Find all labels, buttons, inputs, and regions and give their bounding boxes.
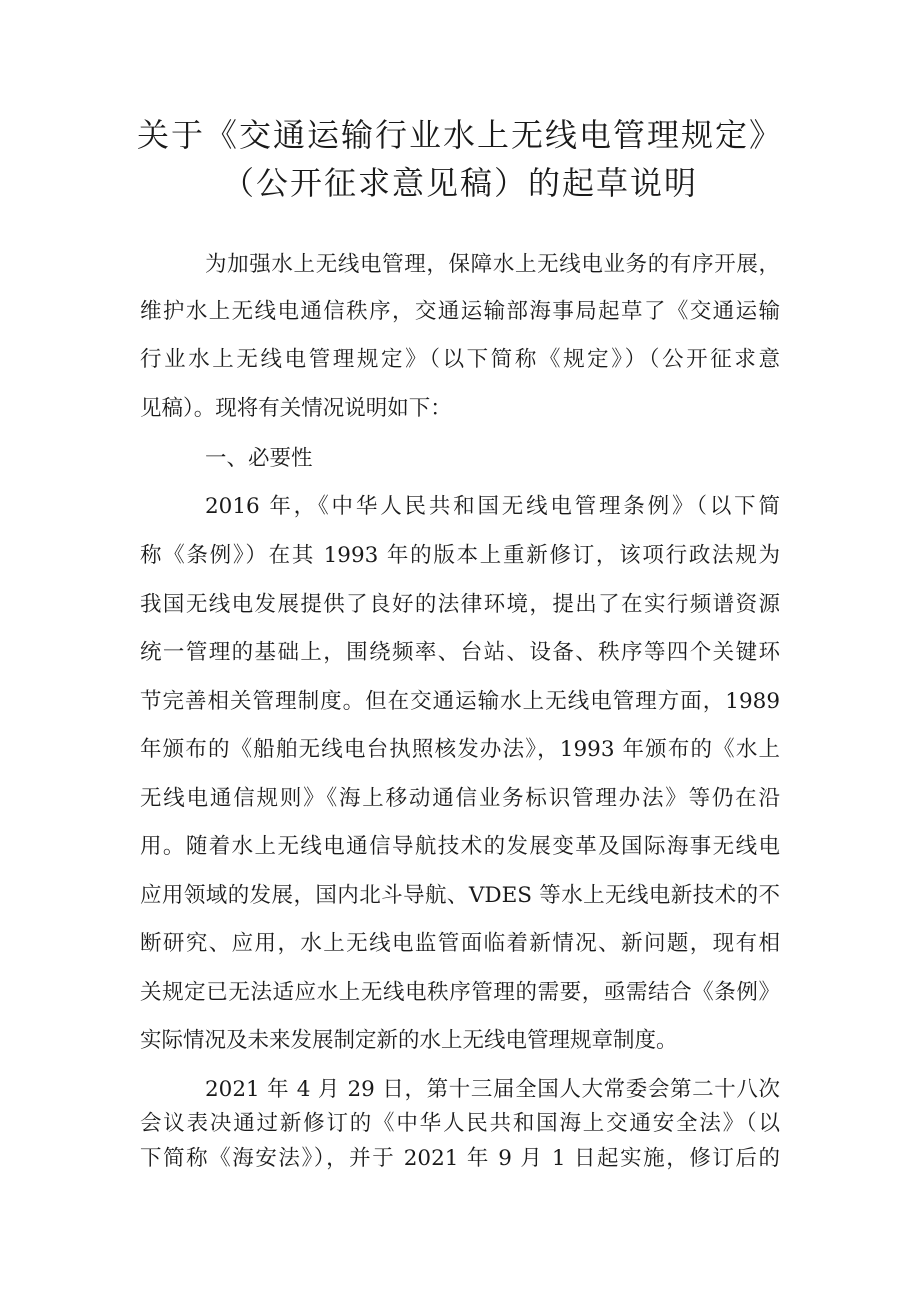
paragraph-line: 年颁布的《船舶无线电台执照核发办法》，1993 年颁布的《水上 — [140, 737, 780, 762]
document-title-line-2: （公开征求意见稿）的起草说明 — [221, 164, 698, 202]
paragraph-line: 关规定已无法适应水上无线电秩序管理的需要，亟需结合《条例》 — [140, 980, 780, 1005]
paragraph-line: 应用领域的发展，国内北斗导航、VDES 等水上无线电新技术的不 — [140, 883, 780, 908]
paragraph-line: 2021 年 4 月 29 日，第十三届全国人大常委会第二十八次 — [205, 1077, 780, 1102]
paragraph-line: 实际情况及未来发展制定新的水上无线电管理规章制度。 — [140, 1028, 678, 1053]
section-heading: 一、必要性 — [205, 446, 313, 471]
paragraph-line: 用。随着水上无线电通信导航技术的发展变革及国际海事无线电 — [140, 834, 780, 859]
document-title-line-1: 关于《交通运输行业水上无线电管理规定》 — [136, 116, 783, 154]
paragraph-line: 维护水上无线电通信秩序，交通运输部海事局起草了《交通运输 — [140, 299, 780, 324]
paragraph-line: 无线电通信规则》《海上移动通信业务标识管理办法》等仍在沿 — [140, 786, 780, 811]
paragraph-line: 称《条例》）在其 1993 年的版本上重新修订，该项行政法规为 — [140, 543, 780, 568]
paragraph-line: 统一管理的基础上，围绕频率、台站、设备、秩序等四个关键环 — [140, 640, 780, 665]
paragraph-line: 节完善相关管理制度。但在交通运输水上无线电管理方面，1989 — [140, 689, 780, 714]
paragraph-line: 2016 年，《中华人民共和国无线电管理条例》（以下简 — [205, 494, 780, 519]
paragraph-line: 行业水上无线电管理规定》（以下简称《规定》）（公开征求意 — [140, 347, 780, 372]
paragraph-line: 下简称《海安法》），并于 2021 年 9 月 1 日起实施，修订后的 — [140, 1146, 780, 1171]
paragraph-line: 会议表决通过新修订的《中华人民共和国海上交通安全法》（以 — [140, 1111, 780, 1136]
paragraph-line: 我国无线电发展提供了良好的法律环境，提出了在实行频谱资源 — [140, 592, 780, 617]
paragraph-line: 见稿）。现将有关情况说明如下： — [140, 396, 452, 421]
paragraph-line: 断研究、应用，水上无线电监管面临着新情况、新问题，现有相 — [140, 931, 780, 956]
paragraph-line: 为加强水上无线电管理，保障水上无线电业务的有序开展， — [205, 252, 780, 277]
